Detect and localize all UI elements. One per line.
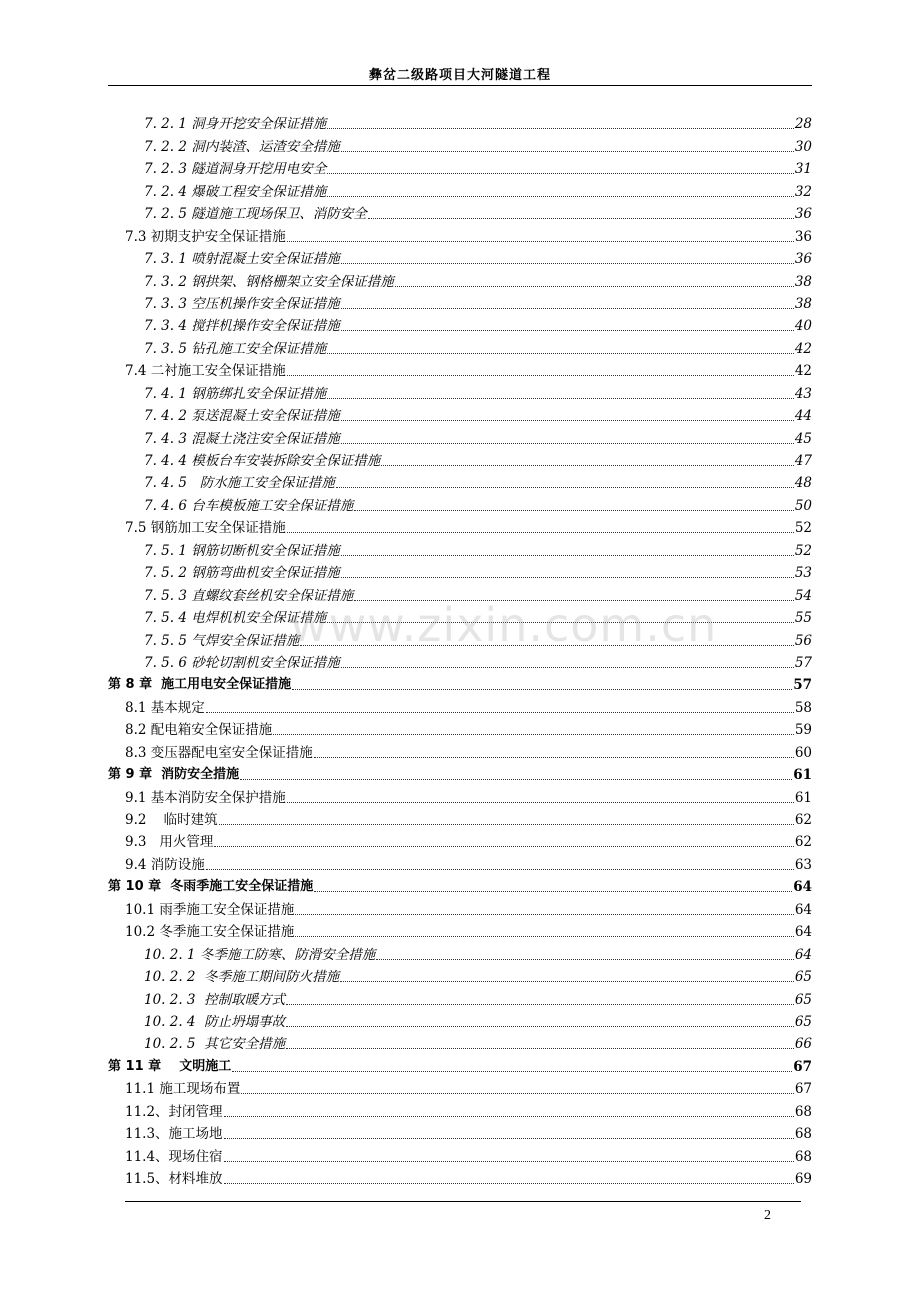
toc-leader-dots bbox=[376, 959, 794, 960]
toc-leader-dots bbox=[341, 263, 794, 264]
toc-entry[interactable] bbox=[108, 1053, 812, 1075]
toc-entry-title: 11.5、材料堆放 bbox=[125, 1171, 223, 1187]
toc-entry-page: 28 bbox=[794, 116, 812, 133]
toc-leader-dots bbox=[224, 1161, 794, 1162]
toc-entry-page: 52 bbox=[794, 520, 812, 537]
toc-entry-page: 63 bbox=[794, 856, 812, 873]
toc-leader-dots bbox=[368, 218, 794, 219]
toc-entry[interactable] bbox=[108, 425, 812, 447]
toc-entry-title: 7. 2. 2 洞内装渣、运渣安全措施 bbox=[144, 138, 340, 155]
toc-entry[interactable] bbox=[108, 448, 812, 470]
toc-entry-page: 38 bbox=[794, 273, 812, 290]
toc-entry[interactable] bbox=[108, 627, 812, 649]
toc-entry-title: 10. 2. 1 冬季施工防寒、防滑安全措施 bbox=[144, 946, 376, 963]
toc-entry-page: 64 bbox=[794, 901, 812, 918]
toc-entry-page: 65 bbox=[794, 1013, 812, 1030]
toc-entry-page: 50 bbox=[794, 497, 812, 514]
toc-entry-title: 10. 2. 5 其它安全措施 bbox=[144, 1036, 286, 1053]
toc-entry-page: 45 bbox=[794, 430, 812, 447]
toc-entry-title: 11.4、现场住宿 bbox=[125, 1148, 223, 1165]
toc-entry[interactable] bbox=[108, 605, 812, 627]
toc-entry-title: 8.1 基本规定 bbox=[125, 699, 205, 716]
toc-leader-dots bbox=[206, 712, 794, 713]
toc-leader-dots bbox=[314, 757, 794, 758]
toc-entry-title: 7. 2. 5 隧道施工现场保卫、消防安全 bbox=[144, 206, 367, 223]
toc-leader-dots bbox=[327, 622, 794, 623]
footer-rule bbox=[125, 1201, 801, 1202]
toc-entry-page: 57 bbox=[794, 654, 812, 671]
toc-entry-title: 7. 4. 4 模板台车安装拆除安全保证措施 bbox=[144, 453, 381, 469]
toc-leader-dots bbox=[341, 151, 794, 152]
toc-entry-title: 11.1 施工现场布置 bbox=[125, 1081, 241, 1098]
toc-entry-title: 7. 2. 1 洞身开挖安全保证措施 bbox=[144, 116, 327, 133]
toc-entry-page: 56 bbox=[794, 632, 812, 649]
toc-entry-page: 64 bbox=[794, 924, 812, 941]
toc-entry[interactable] bbox=[108, 1031, 812, 1053]
toc-leader-dots bbox=[206, 869, 794, 870]
toc-entry[interactable] bbox=[108, 650, 812, 672]
table-of-contents bbox=[108, 111, 812, 1188]
toc-entry-page: 58 bbox=[794, 699, 812, 716]
toc-entry-title: 9.1 基本消防安全保护措施 bbox=[125, 789, 286, 806]
toc-entry[interactable] bbox=[108, 470, 812, 492]
toc-entry[interactable] bbox=[108, 268, 812, 290]
toc-entry-title: 7. 5. 1 钢筋切断机安全保证措施 bbox=[144, 542, 340, 559]
toc-entry[interactable] bbox=[108, 111, 812, 133]
toc-entry-page: 42 bbox=[794, 363, 812, 380]
toc-entry-title: 7. 3. 5 钻孔施工安全保证措施 bbox=[144, 340, 327, 357]
toc-entry-title: 第 10 章 冬雨季施工安全保证措施 bbox=[108, 879, 314, 895]
toc-entry-page: 30 bbox=[794, 138, 812, 155]
toc-leader-dots bbox=[341, 667, 794, 668]
toc-leader-dots bbox=[224, 1138, 794, 1139]
toc-leader-dots bbox=[327, 353, 794, 354]
toc-entry[interactable] bbox=[108, 964, 812, 986]
toc-entry-title: 7. 3. 4 搅拌机操作安全保证措施 bbox=[144, 318, 340, 335]
toc-entry-title: 7. 5. 5 气焊安全保证措施 bbox=[144, 632, 300, 649]
page-header-title: 彝岔二级路项目大河隧道工程 bbox=[368, 68, 551, 83]
toc-entry-page: 47 bbox=[794, 453, 812, 469]
toc-entry-page: 48 bbox=[794, 475, 812, 492]
toc-entry[interactable] bbox=[108, 896, 812, 918]
toc-entry-page: 43 bbox=[794, 385, 812, 402]
toc-leader-dots bbox=[336, 487, 794, 488]
toc-entry-page: 67 bbox=[793, 1058, 812, 1075]
toc-entry[interactable] bbox=[108, 784, 812, 806]
toc-entry-page: 40 bbox=[794, 318, 812, 335]
toc-entry-title: 9.2 临时建筑 bbox=[125, 812, 218, 828]
toc-leader-dots bbox=[381, 465, 794, 466]
toc-entry-page: 69 bbox=[794, 1171, 812, 1187]
toc-leader-dots bbox=[341, 443, 794, 444]
toc-entry[interactable] bbox=[108, 537, 812, 559]
toc-leader-dots bbox=[241, 1093, 793, 1094]
toc-entry-title: 第 9 章 消防安全措施 bbox=[108, 767, 240, 783]
toc-leader-dots bbox=[327, 398, 794, 399]
toc-entry-page: 53 bbox=[794, 565, 812, 582]
toc-entry[interactable] bbox=[108, 851, 812, 873]
toc-leader-dots bbox=[300, 645, 794, 646]
toc-leader-dots bbox=[341, 330, 794, 331]
toc-entry[interactable] bbox=[108, 919, 812, 941]
toc-leader-dots bbox=[354, 510, 794, 511]
toc-entry-title: 8.3 变压器配电室安全保证措施 bbox=[125, 744, 313, 761]
toc-entry[interactable] bbox=[108, 492, 812, 514]
toc-entry-page: 68 bbox=[794, 1103, 812, 1120]
toc-entry-page: 59 bbox=[794, 722, 812, 739]
toc-entry[interactable] bbox=[108, 829, 812, 851]
toc-leader-dots bbox=[287, 532, 794, 533]
toc-entry[interactable] bbox=[108, 1121, 812, 1143]
toc-leader-dots bbox=[273, 734, 794, 735]
toc-entry-title: 7. 5. 2 钢筋弯曲机安全保证措施 bbox=[144, 565, 340, 582]
toc-entry-page: 68 bbox=[794, 1126, 812, 1143]
toc-entry[interactable] bbox=[108, 694, 812, 716]
toc-entry-title: 7. 5. 3 直螺纹套丝机安全保证措施 bbox=[144, 587, 354, 604]
toc-entry-page: 36 bbox=[794, 206, 812, 223]
toc-entry[interactable] bbox=[108, 762, 812, 784]
toc-entry-title: 8.2 配电箱安全保证措施 bbox=[125, 722, 273, 739]
toc-entry-title: 7. 3. 2 钢拱架、钢格栅架立安全保证措施 bbox=[144, 273, 394, 290]
toc-leader-dots bbox=[341, 577, 794, 578]
toc-entry-title: 7. 4. 3 混凝土浇注安全保证措施 bbox=[144, 430, 340, 447]
toc-leader-dots bbox=[287, 375, 794, 376]
toc-entry[interactable] bbox=[108, 1143, 812, 1165]
toc-entry-title: 7. 5. 4 电焊机机安全保证措施 bbox=[144, 610, 327, 627]
toc-entry-page: 62 bbox=[794, 834, 812, 851]
toc-leader-dots bbox=[286, 1048, 794, 1049]
toc-entry-page: 54 bbox=[794, 587, 812, 604]
toc-entry[interactable] bbox=[108, 246, 812, 268]
toc-entry[interactable] bbox=[108, 986, 812, 1008]
toc-entry-title: 7. 4. 1 钢筋绑扎安全保证措施 bbox=[144, 385, 327, 402]
toc-leader-dots bbox=[224, 1116, 794, 1117]
toc-entry-title: 9.3 用火管理 bbox=[125, 834, 214, 851]
header-rule bbox=[108, 85, 812, 86]
toc-entry-page: 65 bbox=[794, 969, 812, 986]
toc-entry[interactable] bbox=[108, 223, 812, 245]
toc-entry-title: 7. 2. 4 爆破工程安全保证措施 bbox=[144, 183, 327, 200]
toc-entry-page: 65 bbox=[794, 991, 812, 1008]
toc-entry-title: 10.1 雨季施工安全保证措施 bbox=[125, 901, 295, 918]
toc-leader-dots bbox=[219, 824, 794, 825]
toc-leader-dots bbox=[295, 914, 793, 915]
toc-entry[interactable] bbox=[108, 1098, 812, 1120]
toc-leader-dots bbox=[341, 555, 794, 556]
toc-entry-title: 7. 3. 3 空压机操作安全保证措施 bbox=[144, 295, 340, 312]
toc-leader-dots bbox=[287, 802, 794, 803]
toc-leader-dots bbox=[354, 600, 794, 601]
toc-entry-page: 55 bbox=[794, 610, 812, 627]
watermark: www.zixin.com.cn bbox=[290, 598, 718, 652]
toc-leader-dots bbox=[295, 936, 793, 937]
toc-leader-dots bbox=[232, 1071, 792, 1072]
toc-entry-page: 36 bbox=[794, 251, 812, 268]
toc-entry[interactable] bbox=[108, 672, 812, 694]
toc-entry-page: 42 bbox=[794, 340, 812, 357]
toc-entry-page: 57 bbox=[793, 677, 812, 694]
toc-entry[interactable] bbox=[108, 133, 812, 155]
toc-leader-dots bbox=[292, 689, 792, 690]
toc-entry[interactable] bbox=[108, 1166, 812, 1188]
toc-entry-title: 7. 3. 1 喷射混凝土安全保证措施 bbox=[144, 251, 340, 268]
toc-entry-page: 66 bbox=[794, 1036, 812, 1053]
toc-entry[interactable] bbox=[108, 156, 812, 178]
toc-entry-page: 32 bbox=[794, 183, 812, 200]
toc-entry-title: 7. 4. 2 泵送混凝土安全保证措施 bbox=[144, 408, 340, 425]
toc-entry[interactable] bbox=[108, 1076, 812, 1098]
toc-entry[interactable] bbox=[108, 178, 812, 200]
toc-entry[interactable] bbox=[108, 582, 812, 604]
toc-entry[interactable] bbox=[108, 739, 812, 761]
toc-entry-title: 10. 2. 3 控制取暖方式 bbox=[144, 991, 286, 1008]
toc-entry-page: 61 bbox=[794, 789, 812, 806]
toc-leader-dots bbox=[341, 420, 794, 421]
toc-leader-dots bbox=[314, 891, 792, 892]
toc-entry[interactable] bbox=[108, 874, 812, 896]
toc-entry-title: 第 11 章 文明施工 bbox=[108, 1058, 232, 1074]
toc-entry-title: 9.4 消防设施 bbox=[125, 856, 205, 873]
toc-entry-page: 60 bbox=[794, 744, 812, 761]
toc-leader-dots bbox=[214, 846, 793, 847]
toc-entry-title: 第 8 章 施工用电安全保证措施 bbox=[108, 677, 292, 693]
toc-entry[interactable] bbox=[108, 291, 812, 313]
toc-entry[interactable] bbox=[108, 201, 812, 223]
toc-entry[interactable] bbox=[108, 403, 812, 425]
page-number: 2 bbox=[764, 1208, 771, 1223]
toc-entry[interactable] bbox=[108, 358, 812, 380]
toc-entry-title: 7. 2. 3 隧道洞身开挖用电安全 bbox=[144, 161, 327, 178]
toc-entry-page: 38 bbox=[794, 295, 812, 312]
toc-leader-dots bbox=[286, 1026, 794, 1027]
toc-leader-dots bbox=[327, 128, 794, 129]
toc-entry[interactable] bbox=[108, 1009, 812, 1031]
toc-leader-dots bbox=[327, 196, 794, 197]
toc-entry[interactable] bbox=[108, 515, 812, 537]
toc-entry-page: 44 bbox=[794, 408, 812, 425]
toc-leader-dots bbox=[240, 779, 792, 780]
toc-entry-page: 36 bbox=[794, 228, 812, 245]
toc-entry-page: 67 bbox=[794, 1081, 812, 1098]
toc-entry-title: 7.5 钢筋加工安全保证措施 bbox=[125, 520, 286, 537]
toc-entry-page: 64 bbox=[794, 946, 812, 963]
toc-entry-title: 10.2 冬季施工安全保证措施 bbox=[125, 924, 295, 941]
toc-leader-dots bbox=[224, 1183, 794, 1184]
toc-leader-dots bbox=[327, 173, 794, 174]
toc-entry-page: 61 bbox=[793, 767, 812, 784]
toc-entry-page: 62 bbox=[794, 812, 812, 828]
toc-entry[interactable] bbox=[108, 807, 812, 829]
toc-entry-page: 52 bbox=[794, 542, 812, 559]
toc-entry-title: 11.2、封闭管理 bbox=[125, 1103, 223, 1120]
toc-leader-dots bbox=[341, 308, 794, 309]
toc-entry[interactable] bbox=[108, 380, 812, 402]
toc-entry[interactable] bbox=[108, 941, 812, 963]
toc-entry-page: 31 bbox=[794, 161, 812, 178]
toc-entry-page: 64 bbox=[793, 879, 812, 896]
toc-entry-title: 10. 2. 2 冬季施工期间防火措施 bbox=[144, 969, 340, 986]
toc-entry-title: 7. 4. 6 台车模板施工安全保证措施 bbox=[144, 497, 354, 514]
toc-leader-dots bbox=[287, 241, 794, 242]
toc-entry-title: 7.4 二衬施工安全保证措施 bbox=[125, 363, 286, 380]
toc-entry[interactable] bbox=[108, 560, 812, 582]
toc-entry[interactable] bbox=[108, 717, 812, 739]
toc-entry-title: 7. 5. 6 砂轮切割机安全保证措施 bbox=[144, 654, 340, 671]
toc-entry-page: 68 bbox=[794, 1148, 812, 1165]
toc-entry-title: 7.3 初期支护安全保证措施 bbox=[125, 228, 286, 245]
toc-entry[interactable] bbox=[108, 313, 812, 335]
toc-entry-title: 7. 4. 5 防水施工安全保证措施 bbox=[144, 475, 335, 492]
toc-entry-title: 11.3、施工场地 bbox=[125, 1126, 223, 1143]
toc-entry-title: 10. 2. 4 防止坍塌事故 bbox=[144, 1013, 286, 1030]
toc-entry[interactable] bbox=[108, 335, 812, 357]
toc-leader-dots bbox=[395, 286, 794, 287]
toc-leader-dots bbox=[340, 981, 794, 982]
toc-leader-dots bbox=[286, 1004, 794, 1005]
